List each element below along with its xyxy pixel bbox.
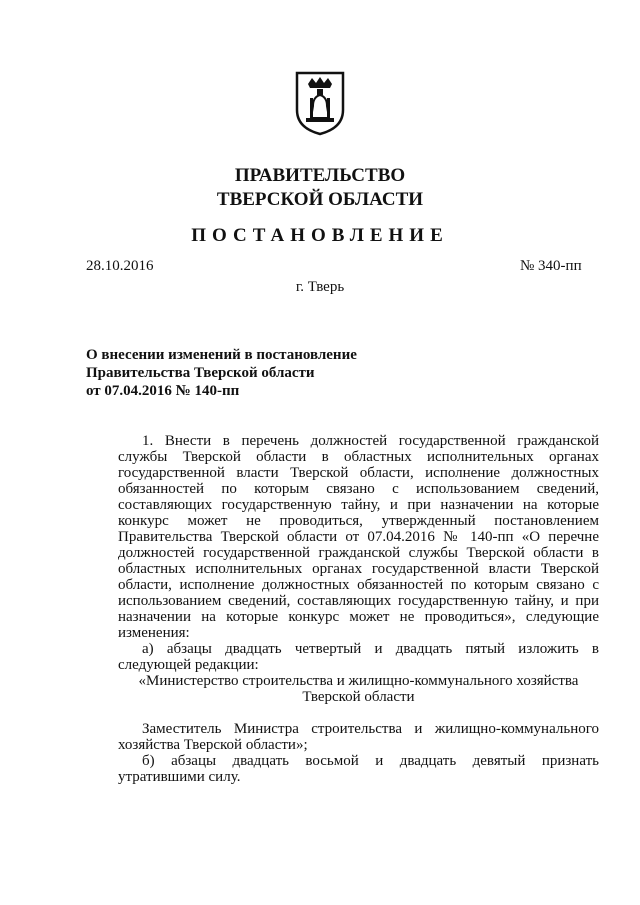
document-type: ПОСТАНОВЛЕНИЕ: [191, 225, 449, 246]
ministry-name-line2: Тверской области: [302, 689, 415, 705]
document-date: 28.10.2016: [86, 258, 154, 274]
document-body: [118, 433, 599, 785]
document-city: г. Тверь: [295, 279, 345, 295]
subject-line3: от 07.04.2016 № 140-пп: [86, 383, 240, 399]
deputy-position: Заместитель Министра строительства и жилищно-коммунального хозяйства Тверской области»;: [118, 721, 599, 753]
document-subject: [86, 346, 357, 400]
government-title-line1: ПРАВИТЕЛЬСТВО: [234, 165, 406, 186]
ministry-name-line1: «Министерство строительства и жилищно-коммунального хозяйства: [138, 673, 579, 689]
tver-coat-of-arms-icon: [294, 70, 346, 136]
subject-line1: О внесении изменений в постановление: [86, 347, 357, 363]
government-title-line2: ТВЕРСКОЙ ОБЛАСТИ: [216, 189, 424, 210]
paragraph-spacer: [118, 705, 599, 721]
subject-line2: Правительства Тверской области: [86, 365, 315, 381]
government-title: [0, 164, 640, 212]
body-paragraph-1: 1. Внести в перечень должностей государственной гражданской службы Тверской области в областных исполнительных органах государственной власти Тверской области, исполнение должностных обязанностей по которым связано с использованием сведений, составляющих государственную тайну, и при назначении на которые конкурс может не проводиться, утвержденный постановлением Правительства Тверской области от 07.04.2016 № 140-пп «О перечне должностей государственной гражданской службы Тверской области в областных исполнительных органах государственной власти Тверской области, исполнение должностных обязанностей по которым связано с использованием сведений, составляющих государственную тайну, и при назначении на которые конкурс может не проводиться», следующие изменения:: [118, 433, 599, 641]
body-paragraph-a: а) абзацы двадцать четвертый и двадцать пятый изложить в следующей редакции:: [118, 641, 599, 673]
body-paragraph-b: б) абзацы двадцать восьмой и двадцать девятый признать утратившими силу.: [118, 753, 599, 785]
document-number: № 340-пп: [520, 258, 582, 274]
